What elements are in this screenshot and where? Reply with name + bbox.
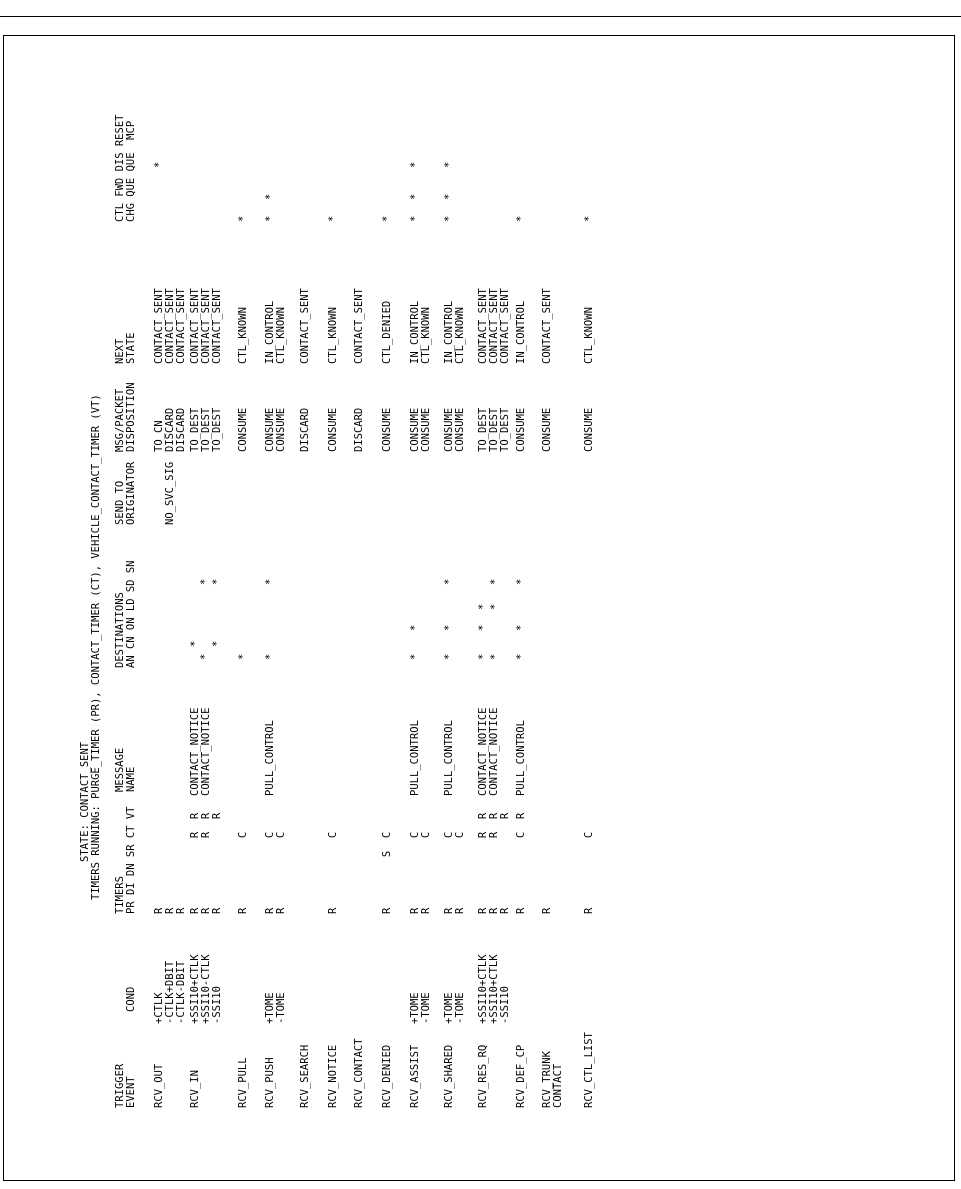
cond-cell: +CTLK — [153, 992, 165, 1024]
send-cell: NO_SVC_SIG — [164, 461, 176, 525]
disposition-cell: CONSUME — [409, 407, 421, 452]
col-next-2: STATE — [125, 332, 137, 364]
cond-cell: -TOME — [420, 992, 432, 1024]
trigger-event: RCV_PULL — [237, 1057, 249, 1108]
message-cell: PULL_CONTROL — [264, 720, 276, 796]
col-message-1: MESSAGE — [114, 747, 126, 792]
disposition-cell: DISCARD — [164, 407, 176, 452]
timers-cell: R C — [237, 831, 249, 914]
disposition-cell: DISCARD — [353, 407, 365, 452]
message-cell: PULL_CONTROL — [515, 720, 527, 796]
star-mark: * — [381, 215, 393, 222]
timers-cell: R R R — [488, 812, 500, 914]
trigger-event: RCV_IN — [189, 1070, 201, 1108]
next-state-cell: CTL_DENIED — [381, 300, 393, 364]
trigger-event: RCV_CONTACT — [353, 1038, 365, 1108]
star-mark: * — [443, 653, 455, 660]
timers-cell: R R R — [189, 812, 201, 914]
timers-cell: R — [153, 907, 165, 914]
star-mark: * — [489, 653, 501, 660]
cond-cell: -SSI10 — [499, 986, 511, 1024]
cond-cell: +SSI10+CTLK — [488, 954, 500, 1024]
col-flags-2: CHG QUE QUE MCP — [125, 120, 137, 222]
next-state-cell: CTL_KNOWN — [275, 307, 287, 364]
disposition-cell: TO_CN — [153, 420, 165, 452]
disposition-cell: CONSUME — [327, 407, 339, 452]
col-dest-1: DESTINATIONS — [114, 592, 126, 668]
disposition-cell: CONSUME — [515, 407, 527, 452]
trigger-event: RCV_CTL_LIST — [583, 1032, 595, 1108]
star-mark: * — [189, 640, 201, 647]
col-timers-1: TIMERS — [114, 876, 126, 914]
disposition-cell: TO_DEST — [200, 407, 212, 452]
next-state-cell: CONTACT_SENT — [153, 288, 165, 364]
message-cell: PULL_CONTROL — [409, 720, 421, 796]
star-mark: * — [409, 653, 421, 660]
star-mark: * — [515, 215, 527, 222]
next-state-cell: IN_CONTROL — [515, 300, 527, 364]
timers-cell: R C — [327, 831, 339, 914]
disposition-cell: DISCARD — [299, 407, 311, 452]
star-mark: * — [443, 624, 455, 631]
trigger-event: RCV_OUT — [153, 1063, 165, 1108]
star-mark: * — [153, 161, 165, 168]
col-disp-1: MSG/PACKET — [114, 388, 126, 452]
next-state-cell: CONTACT_SENT — [200, 288, 212, 364]
disposition-cell: TO_DEST — [211, 407, 223, 452]
star-mark: * — [264, 215, 276, 222]
star-mark: * — [199, 653, 211, 660]
disposition-cell: CONSUME — [583, 407, 595, 452]
star-mark: * — [264, 193, 276, 200]
timers-cell: R C — [275, 831, 287, 914]
col-dest-2: AN CN ON LD SD SN — [125, 560, 137, 668]
next-state-cell: CONTACT_SENT — [299, 288, 311, 364]
col-send-1: SEND TO — [114, 480, 126, 525]
disposition-cell: TO_DEST — [499, 407, 511, 452]
star-mark: * — [237, 653, 249, 660]
disposition-cell: CONSUME — [237, 407, 249, 452]
disposition-cell: CONSUME — [420, 407, 432, 452]
disposition-cell: DISCARD — [175, 407, 187, 452]
star-mark: * — [477, 624, 489, 631]
disposition-cell: CONSUME — [541, 407, 553, 452]
disposition-cell: CONSUME — [275, 407, 287, 452]
trigger-event: RCV_PUSH — [264, 1057, 276, 1108]
disposition-cell: CONSUME — [264, 407, 276, 452]
message-cell: CONTACT_NOTICE — [189, 707, 201, 796]
cond-cell: -TOME — [275, 992, 287, 1024]
timers-cell: R C — [264, 831, 276, 914]
col-trigger-1: TRIGGER — [114, 1063, 126, 1108]
disposition-cell: CONSUME — [443, 407, 455, 452]
timers-cell: R R R — [477, 812, 489, 914]
disposition-cell: TO_DEST — [477, 407, 489, 452]
next-state-cell: CONTACT_SENT — [353, 288, 365, 364]
col-message-2: NAME — [125, 766, 137, 792]
col-disp-2: DISPOSITION — [125, 382, 137, 452]
next-state-cell: CONTACT_SENT — [541, 288, 553, 364]
trigger-event: RCV_SHARED — [443, 1044, 455, 1108]
next-state-cell: CONTACT_SENT — [488, 288, 500, 364]
next-state-cell: CTL_KNOWN — [420, 307, 432, 364]
star-mark: * — [409, 215, 421, 222]
disposition-cell: TO_DEST — [488, 407, 500, 452]
star-mark: * — [515, 578, 527, 585]
next-state-cell: IN_CONTROL — [409, 300, 421, 364]
timers-cell: R C R — [515, 812, 527, 914]
star-mark: * — [327, 215, 339, 222]
star-mark: * — [211, 640, 223, 647]
star-mark: * — [199, 578, 211, 585]
col-cond: COND — [125, 986, 137, 1012]
star-mark: * — [477, 603, 489, 610]
timers-cell: R C — [583, 831, 595, 914]
star-mark: * — [489, 603, 501, 610]
trigger-event: RCV_SEARCH — [299, 1044, 311, 1108]
timers-cell: R C — [443, 831, 455, 914]
timers-cell: R S C — [381, 831, 393, 914]
star-mark: * — [443, 193, 455, 200]
next-state-cell: CONTACT_SENT — [175, 288, 187, 364]
timers-cell: R C — [409, 831, 421, 914]
star-mark: * — [409, 624, 421, 631]
message-cell: PULL_CONTROL — [443, 720, 455, 796]
timers-cell: R — [164, 907, 176, 914]
cond-cell: +SSI10-CTLK — [200, 954, 212, 1024]
star-mark: * — [409, 193, 421, 200]
timers-cell: R — [541, 907, 553, 914]
col-timers-2: PR DI DN SR CT VT — [125, 806, 137, 914]
trigger-event: RCV_NOTICE — [327, 1044, 339, 1108]
trigger-event: RCV_TRUNK CONTACT — [541, 1051, 564, 1108]
cond-cell: -CTLK+DBIT — [164, 960, 176, 1024]
top-rule — [0, 16, 961, 17]
next-state-cell: IN_CONTROL — [264, 300, 276, 364]
trigger-event: RCV_DENIED — [381, 1044, 393, 1108]
next-state-cell: CONTACT_SENT — [477, 288, 489, 364]
star-mark: * — [264, 653, 276, 660]
next-state-cell: IN_CONTROL — [443, 300, 455, 364]
star-mark: * — [515, 653, 527, 660]
col-next-1: NEXT — [114, 338, 126, 364]
cond-cell: +TOME — [443, 992, 455, 1024]
next-state-cell: CTL_KNOWN — [237, 307, 249, 364]
cond-cell: -TOME — [454, 992, 466, 1024]
star-mark: * — [443, 161, 455, 168]
message-cell: CONTACT_NOTICE — [488, 707, 500, 796]
star-mark: * — [443, 215, 455, 222]
rotated-state-table — [72, 42, 932, 1122]
cond-cell: -CTLK-DBIT — [175, 960, 187, 1024]
star-mark: * — [477, 653, 489, 660]
timers-cell: R R — [211, 812, 223, 914]
timers-cell: R C — [420, 831, 432, 914]
star-mark: * — [443, 578, 455, 585]
cond-cell: +SSI10+CTLK — [477, 954, 489, 1024]
timers-running-line: TIMERS RUNNING: PURGE_TIMER (PR), CONTACT_TIMER (CT), VEHICLE_CONTACT_TIMER (VT) — [90, 394, 102, 900]
timers-cell: R R R — [200, 812, 212, 914]
cond-cell: -SSI10 — [211, 986, 223, 1024]
next-state-cell: CONTACT_SENT — [189, 288, 201, 364]
star-mark: * — [211, 578, 223, 585]
next-state-cell: CONTACT_SENT — [499, 288, 511, 364]
col-send-2: ORIGINATOR — [125, 461, 137, 525]
timers-cell: R C — [454, 831, 466, 914]
timers-cell: R — [175, 907, 187, 914]
col-flags-1: CTL FWD DIS RESET — [114, 114, 126, 222]
star-mark: * — [409, 161, 421, 168]
timers-cell: R R — [499, 812, 511, 914]
disposition-cell: CONSUME — [454, 407, 466, 452]
cond-cell: +TOME — [264, 992, 276, 1024]
trigger-event: RCV_RES_RQ — [477, 1044, 489, 1108]
cond-cell: +SSI10+CTLK — [189, 954, 201, 1024]
star-mark: * — [515, 624, 527, 631]
trigger-event: RCV_ASSIST — [409, 1044, 421, 1108]
cond-cell: +TOME — [409, 992, 421, 1024]
message-cell: CONTACT_NOTICE — [477, 707, 489, 796]
next-state-cell: CONTACT_SENT — [164, 288, 176, 364]
disposition-cell: CONSUME — [381, 407, 393, 452]
star-mark: * — [264, 578, 276, 585]
star-mark: * — [237, 215, 249, 222]
trigger-event: RCV_DEF_CP — [515, 1044, 527, 1108]
star-mark: * — [583, 215, 595, 222]
star-mark: * — [489, 578, 501, 585]
next-state-cell: CTL_KNOWN — [583, 307, 595, 364]
col-trigger-2: EVENT — [125, 1076, 137, 1108]
next-state-cell: CONTACT_SENT — [211, 288, 223, 364]
next-state-cell: CTL_KNOWN — [454, 307, 466, 364]
message-cell: CONTACT_NOTICE — [200, 707, 212, 796]
next-state-cell: CTL_KNOWN — [327, 307, 339, 364]
state-title: STATE: CONTACT_SENT — [79, 741, 91, 862]
disposition-cell: TO_DEST — [189, 407, 201, 452]
